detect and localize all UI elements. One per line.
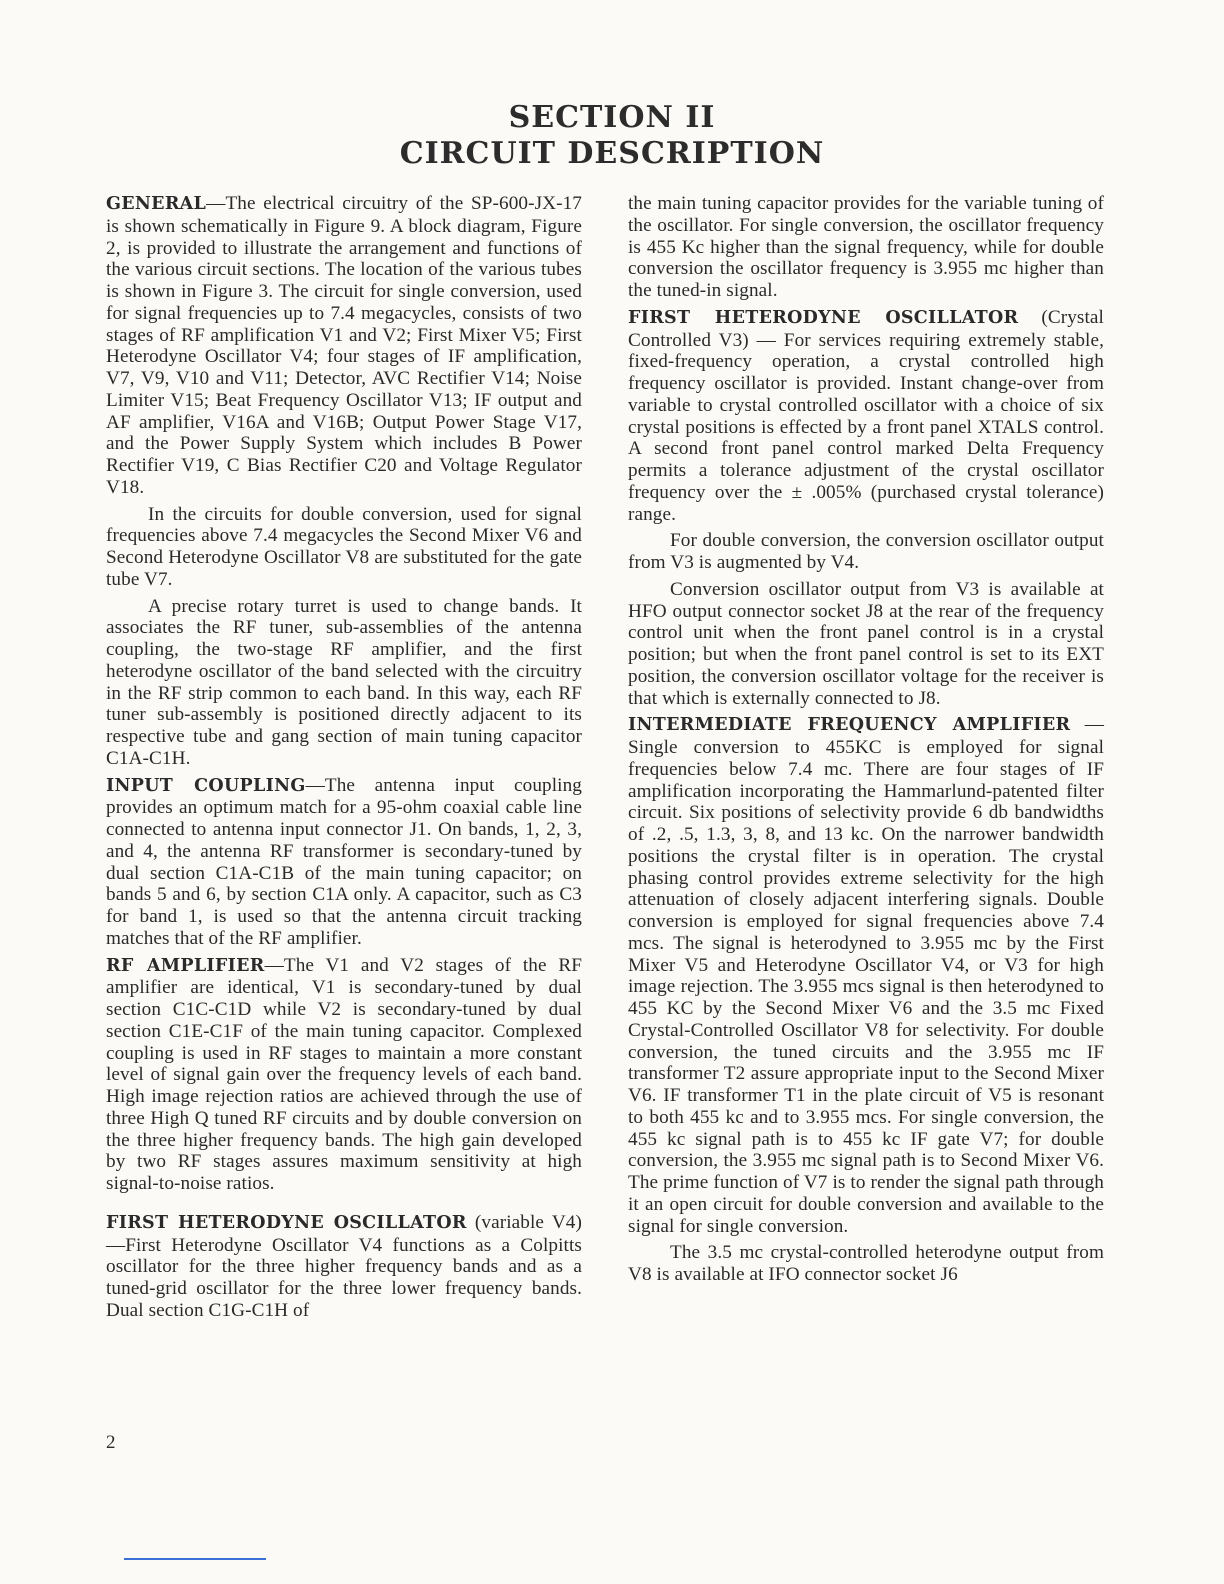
footer-rule bbox=[124, 1558, 266, 1560]
paragraph-text: The antenna input coupling provides an optimum match for a 95-ohm coaxial cable line connected to antenna input connector J1. On bands, 1, 2, 3, and 4, the antenna RF transformer is secondary-tuned by dual section C1A-C1B of the main tuning capacitor; on bands 5 and 6, by section C1A only. A capacitor, such as C3 for band 1, is used so that the antenna circuit tracking matches that of the RF amplifier. bbox=[106, 774, 582, 949]
paragraph-double-conversion-augment: For double conversion, the conversion oscillator output from V3 is augmented by V4. bbox=[628, 530, 1104, 573]
paragraph-ifo-output: The 3.5 mc crystal-controlled heterodyne output from V8 is available at IFO connector socket J6 bbox=[628, 1242, 1104, 1285]
paragraph-text: The V1 and V2 stages of the RF amplifier are identical, V1 is secondary-tuned by dual section C1C-C1D while V2 is secondary-tuned by dual section C1E-C1F of the main tuning capacitor. Complexed coupling is used in RF stages to maintain a more constant level of signal gain over the frequency levels of each band. High image rejection ratios are achieved through the use of three High Q tuned RF circuits and by double conversion on the three higher frequency bands. The high gain developed by two RF stages assures maximum sensitivity at high signal-to-noise ratios. bbox=[106, 954, 582, 1194]
paragraph-text: (Crystal Controlled V3) — For services requiring extremely stable, fixed-frequency operation, a crystal controlled high frequency oscillator is provided. Instant change-over from variable to crystal controlled oscillator with a choice of six crystal positions is effected by a front panel XTALS control. A second front panel control marked Delta Frequency permits a tolerance adjustment of the crystal oscillator frequency over the ± .005% (purchased crystal tolerance) range. bbox=[628, 306, 1104, 525]
paragraph-double-conversion: In the circuits for double conversion, used for signal frequencies above 7.4 megacycles the Second Mixer V6 and Second Heterodyne Oscillator V8 are substituted for the gate tube V7. bbox=[106, 503, 582, 590]
paragraph-first-heterodyne-crystal bbox=[628, 307, 1104, 526]
right-column bbox=[628, 193, 1104, 1291]
paragraph-hfo-output: Conversion oscillator output from V3 is available at HFO output connector socket J8 at the rear of the frequency control unit when the front panel control is in a crystal position; but when the front panel control is set to its EXT position, the conversion oscillator voltage for the receiver is that which is externally connected to J8. bbox=[628, 578, 1104, 709]
page-number: 2 bbox=[106, 1432, 116, 1453]
paragraph-text: The electrical circuitry of the SP-600-JX-17 is shown schematically in Figure 9. A block diagram, Figure 2, is provided to illustrate the arrangement and functions of the various circuit sections. The location of the various tubes is shown in Figure 3. The circuit for single conversion, used for signal frequencies up to 7.4 megacycles, consists of two stages of RF amplification V1 and V2; First Mixer V5; First Heterodyne Oscillator V4; four stages of IF amplification, V7, V9, V10 and V11; Detector, AVC Rectifier V14; Noise Limiter V15; Beat Frequency Oscillator V13; IF output and AF amplifier, V16A and V16B; Output Power Stage V17, and the Power Supply System which includes B Power Rectifier V19, C Bias Rectifier C20 and Voltage Regulator V18. bbox=[106, 193, 582, 498]
lead-separator bbox=[467, 1212, 475, 1233]
page-header bbox=[0, 100, 1224, 172]
paragraph-tuning-continued: the main tuning capacitor provides for the variable tuning of the oscillator. For single conversion, the oscillator frequency is 455 Kc higher than the signal frequency, while for double conversion the oscillator frequency is 3.955 mc higher than the tuned-in signal. bbox=[628, 193, 1104, 301]
paragraph-rotary-turret: A precise rotary turret is used to change bands. It associates the RF tuner, sub-assemblies of the antenna coupling, the two-stage RF amplifier, and the first heterodyne oscillator of the band selected with the circuitry in the RF strip common to each band. In this way, each RF tuner sub-assembly is positioned directly adjacent to its respective tube and gang section of main tuning capacitor C1A-C1H. bbox=[106, 595, 582, 769]
paragraph-lead: GENERAL bbox=[106, 194, 207, 214]
page-title: CIRCUIT DESCRIPTION bbox=[399, 136, 825, 171]
left-column bbox=[106, 193, 582, 1327]
paragraph-text: (variable V4)—First Heterodyne Oscillator V4 functions as a Colpitts oscillator for the three higher frequency bands and as a tuned-grid oscillator for the three lower frequency bands. Dual section C1G-C1H of bbox=[106, 1211, 582, 1321]
paragraph-rf-amplifier bbox=[106, 955, 582, 1195]
paragraph-lead: RF AMPLIFIER bbox=[106, 955, 265, 976]
paragraph-lead: INPUT COUPLING bbox=[106, 775, 306, 796]
lead-separator: — bbox=[1070, 714, 1104, 736]
paragraph-lead: FIRST HETERODYNE OSCILLATOR bbox=[628, 307, 1019, 328]
paragraph-general bbox=[106, 193, 582, 499]
lead-separator: — bbox=[305, 774, 325, 796]
paragraph-lead: INTERMEDIATE FREQUENCY AMPLIFIER bbox=[628, 715, 1071, 736]
lead-separator bbox=[1018, 307, 1041, 328]
paragraph-input-coupling bbox=[106, 775, 582, 950]
section-heading: SECTION II bbox=[508, 100, 716, 135]
lead-separator: — bbox=[264, 954, 284, 976]
paragraph-lead: FIRST HETERODYNE OSCILLATOR bbox=[106, 1212, 467, 1233]
paragraph-if-amplifier bbox=[628, 714, 1104, 1237]
paragraph-text: Single conversion to 455KC is employed for signal frequencies below 7.4 mc. There are four stages of IF amplification incorporating the Hammarlund-patented filter circuit. Six positions of selectivity provide 6 db bandwidths of .2, .5, 1.3, 3, 8, and 13 kc. On the narrower bandwidth positions the crystal filter is in operation. The crystal phasing control provides extreme selectivity for the high attenuation of closely adjacent interfering signals. Double conversion is employed for signal frequencies above 7.4 mcs. The signal is heterodyned to 3.955 mc by the First Mixer V5 and Heterodyne Oscillator V4, or V3 for high image rejection. The 3.955 mcs signal is then heterodyned to 455 KC by the Second Mixer V6 and the 3.5 mc Fixed Crystal-Controlled Oscillator V8 for selectivity. For double conversion, the tuned circuits and the 3.955 mc IF transformer T2 assure appropriate input to the Second Mixer V6. IF transformer T1 in the plate circuit of V5 is resonant to both 455 kc and to 3.955 mcs. For single conversion, the 455 kc signal path is to 455 kc IF gate V7; for double conversion, the 3.955 mc signal path is to Second Mixer V6. The prime function of V7 is to render the signal path through it an open circuit for double conversion and available to the signal for single conversion. bbox=[628, 737, 1104, 1237]
lead-separator: — bbox=[206, 193, 226, 214]
paragraph-first-heterodyne-variable bbox=[106, 1212, 582, 1322]
